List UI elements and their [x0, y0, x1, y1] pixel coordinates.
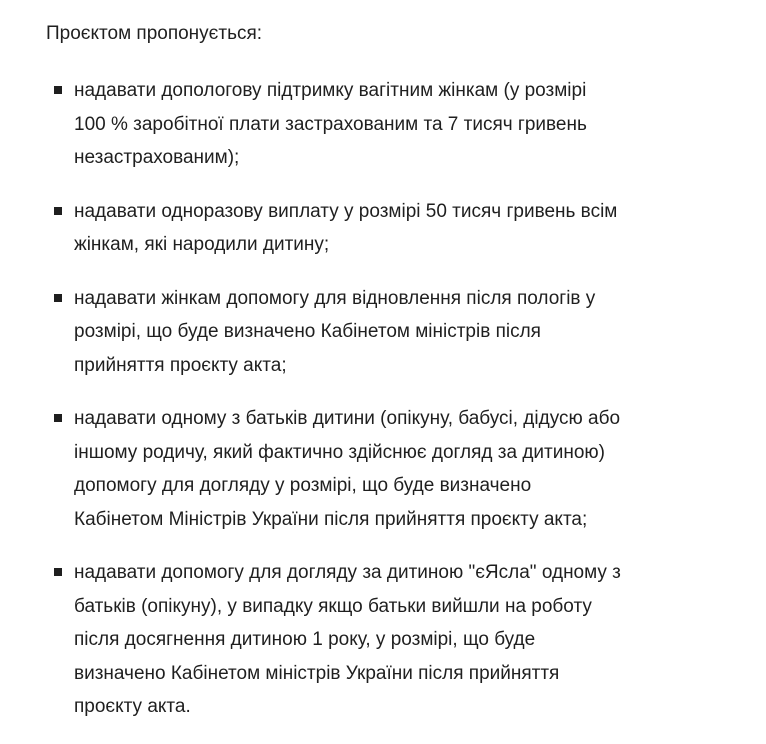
item-line: розмірі, що буде визначено Кабінетом міністрів після: [74, 321, 541, 342]
proposal-list: [0, 74, 766, 744]
list-item: [0, 282, 724, 383]
item-line: іншому родичу, який фактично здійснює догляд за дитиною): [74, 441, 605, 463]
bullet-icon: [54, 207, 62, 215]
item-line: надавати одному з батьків дитини (опікуну, бабусі, дідусю або: [74, 408, 621, 429]
item-line: після досягнення дитиною 1 року, у розмірі, що буде: [74, 629, 536, 650]
bullet-icon: [54, 568, 62, 576]
bullet-icon: [54, 414, 62, 422]
item-line: надавати допомогу для догляду за дитиною "єЯсла" одному з: [74, 562, 621, 583]
list-item: [0, 195, 724, 262]
item-line: надавати одноразову виплату у розмірі 50 тисяч гривень всім: [74, 200, 618, 222]
item-line: прийняття проєкту акта;: [74, 354, 287, 376]
item-line: 100 % заробітної плати застрахованим та 7 тисяч гривень: [74, 113, 587, 135]
item-line: надавати допологову підтримку вагітним жінкам (у розмірі: [74, 80, 587, 101]
intro-text: Проєктом пропонується:: [46, 23, 263, 44]
list-item: [0, 74, 724, 175]
item-line: допомогу для догляду у розмірі, що буде визначено: [74, 475, 532, 496]
item-line: надавати жінкам допомогу для відновлення після пологів у: [74, 287, 596, 309]
list-item: [0, 402, 724, 536]
item-line: визначено Кабінетом міністрів України після прийняття: [74, 662, 560, 684]
item-line: проєкту акта.: [74, 696, 191, 717]
item-line: жінкам, які народили дитину;: [74, 234, 330, 255]
list-item: [0, 556, 724, 724]
item-line: батьків (опікуну), у випадку якщо батьки вийшли на роботу: [74, 595, 592, 617]
bullet-icon: [54, 294, 62, 302]
bullet-icon: [54, 86, 62, 94]
item-line: Кабінетом Міністрів України після прийняття проєкту акта;: [74, 508, 588, 530]
item-line: незастрахованим);: [74, 147, 240, 168]
